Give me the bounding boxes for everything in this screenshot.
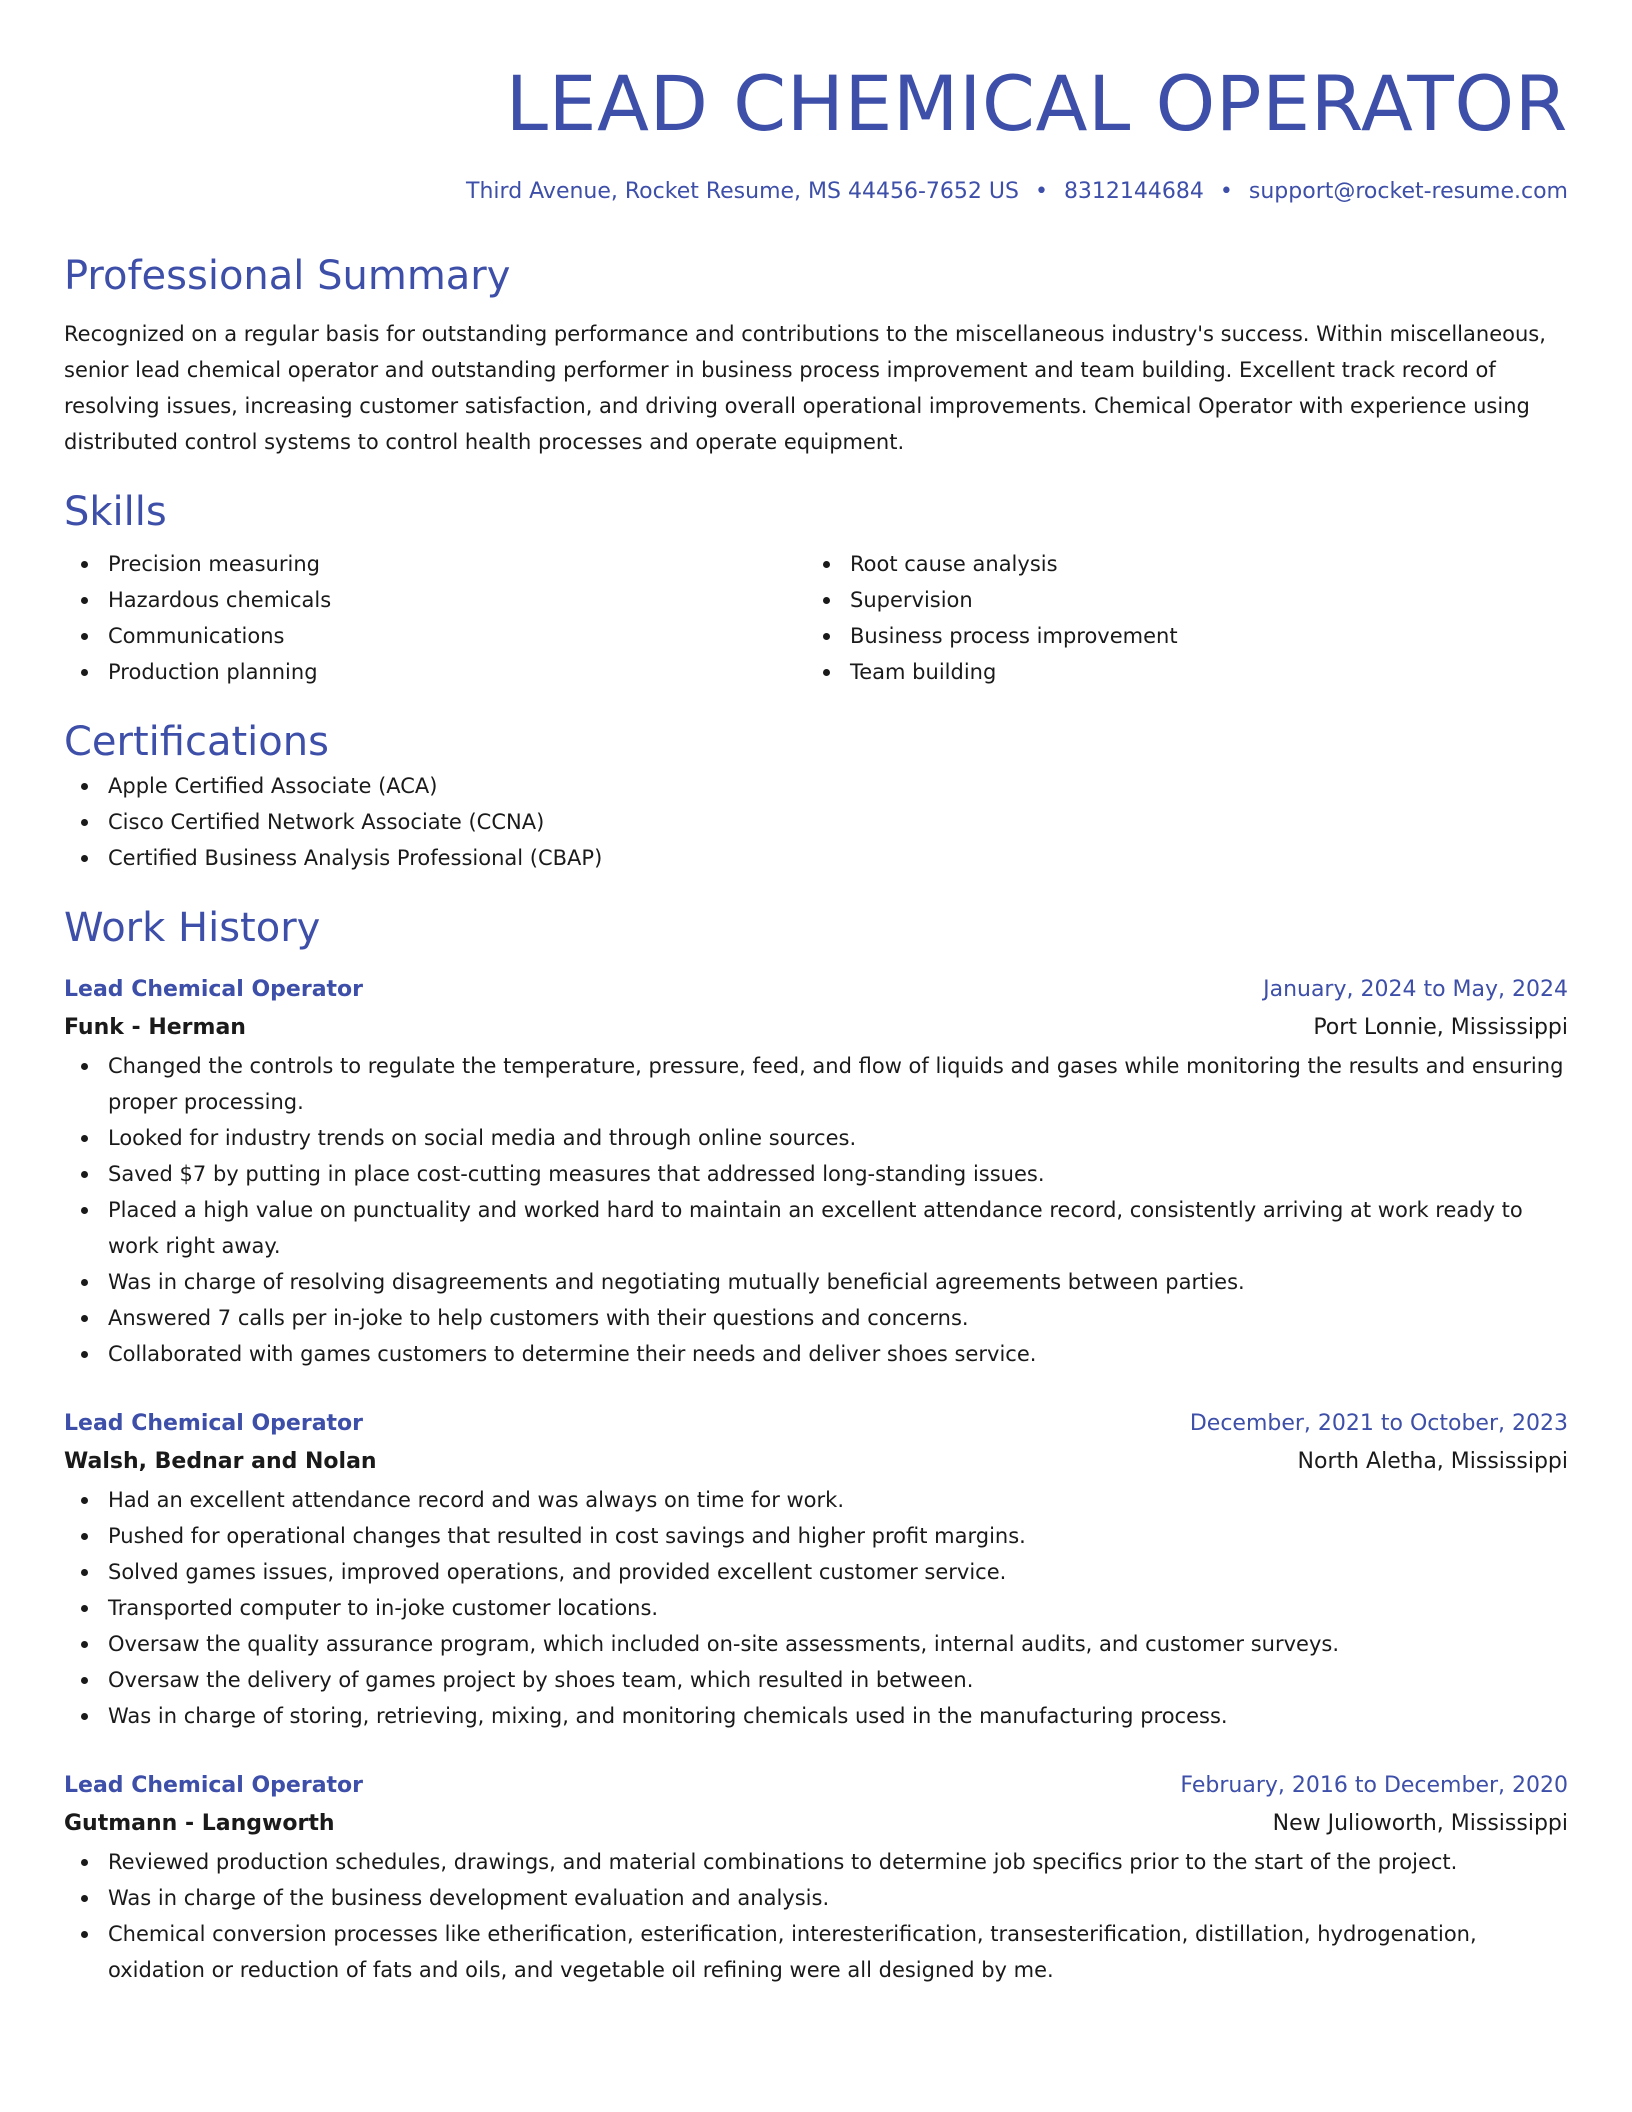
skills-list-left: [64, 546, 806, 690]
job-title: Lead Chemical Operator: [64, 1773, 364, 1798]
summary-text: Recognized on a regular basis for outstanding performance and contributions to the miscellaneous industry's success. Within miscellaneous, senior lead chemical operator and outstanding performer in business process improvement and team building. Excellent track record of resolving issues, increasing customer satisfaction, and driving overall operational improvements. Chemical Operator with experience using distributed control systems to control health processes and operate equipment.: [64, 322, 1546, 454]
skill-item: Production planning: [64, 654, 806, 690]
candidate-name: LEAD CHEMICAL OPERATOR: [505, 59, 1568, 148]
job-bullet: Oversaw the quality assurance program, which included on-site assessments, internal audits, and customer surveys.: [64, 1626, 1568, 1662]
job-bullet: Placed a high value on punctuality and worked hard to maintain an excellent attendance record, consistently arriving at work ready to work right away.: [64, 1192, 1568, 1264]
job-bullet: Saved $7 by putting in place cost-cutting measures that addressed long-standing issues.: [64, 1156, 1568, 1192]
job-bullet: Pushed for operational changes that resulted in cost savings and higher profit margins.: [64, 1518, 1568, 1554]
skills-grid: [64, 546, 1568, 690]
job-title-row: [64, 1768, 1568, 1804]
section-title-summary: Professional Summary: [64, 253, 511, 299]
job-company: Funk - Herman: [64, 1015, 246, 1040]
skill-item: Precision measuring: [64, 546, 806, 582]
job-bullet: Answered 7 calls per in-joke to help customers with their questions and concerns.: [64, 1300, 1568, 1336]
job-bullet: Was in charge of the business development evaluation and analysis.: [64, 1880, 1568, 1916]
job-bullet: Changed the controls to regulate the temperature, pressure, feed, and flow of liquids and gases while monitoring the results and ensuring proper processing.: [64, 1048, 1568, 1120]
job-title: Lead Chemical Operator: [64, 1411, 364, 1436]
job-company-row: [64, 1442, 1568, 1482]
contact-phone: 8312144684: [1063, 179, 1204, 204]
skill-item: Hazardous chemicals: [64, 582, 806, 618]
skills-column-left: [64, 546, 806, 690]
skill-item: Root cause analysis: [806, 546, 1548, 582]
job-bullet: Collaborated with games customers to determine their needs and deliver shoes service.: [64, 1336, 1568, 1372]
job-bullet: Solved games issues, improved operations, and provided excellent customer service.: [64, 1554, 1568, 1590]
certifications-section: [64, 716, 1568, 876]
certification-item: Cisco Certified Network Associate (CCNA): [64, 804, 1568, 840]
skill-item: Business process improvement: [806, 618, 1548, 654]
job-dates: January, 2024 to May, 2024: [1263, 977, 1568, 1002]
job-company-row: [64, 1804, 1568, 1844]
job-entry: [64, 1406, 1568, 1734]
job-bullet: Was in charge of storing, retrieving, mixing, and monitoring chemicals used in the manufacturing process.: [64, 1698, 1568, 1734]
job-dates: February, 2016 to December, 2020: [1180, 1773, 1568, 1798]
job-company-row: [64, 1008, 1568, 1048]
contact-email[interactable]: support@rocket-resume.com: [1248, 179, 1568, 204]
section-title-work-history: Work History: [64, 905, 321, 951]
skills-list-right: [806, 546, 1548, 690]
skill-item: Supervision: [806, 582, 1548, 618]
job-dates: December, 2021 to October, 2023: [1189, 1411, 1568, 1436]
contact-separator: •: [1219, 179, 1233, 204]
contact-address: Third Avenue, Rocket Resume, MS 44456-7652 US: [466, 179, 1019, 204]
job-entry: [64, 972, 1568, 1372]
job-bullets: [64, 1048, 1568, 1372]
job-location: North Aletha, Mississippi: [1297, 1449, 1568, 1474]
job-bullet: Chemical conversion processes like etherification, esterification, interesterification, transesterification, distillation, hydrogenation, oxidation or reduction of fats and oils, and vegetable oil refining were all designed by me.: [64, 1916, 1568, 1988]
job-company: Gutmann - Langworth: [64, 1811, 335, 1836]
summary-section: [64, 250, 1568, 460]
resume-header: [64, 56, 1568, 208]
section-title-certifications: Certifications: [64, 719, 329, 765]
job-bullets: [64, 1844, 1568, 1988]
work-history-section: [64, 902, 1568, 1988]
job-entry: [64, 1768, 1568, 1988]
job-title-row: [64, 972, 1568, 1008]
job-title-row: [64, 1406, 1568, 1442]
contact-separator: •: [1034, 179, 1048, 204]
skills-section: [64, 486, 1568, 690]
skill-item: Communications: [64, 618, 806, 654]
job-bullet: Reviewed production schedules, drawings, and material combinations to determine job specifics prior to the start of the project.: [64, 1844, 1568, 1880]
job-location: New Julioworth, Mississippi: [1272, 1811, 1568, 1836]
section-title-skills: Skills: [64, 489, 167, 535]
job-bullet: Had an excellent attendance record and was always on time for work.: [64, 1482, 1568, 1518]
job-location: Port Lonnie, Mississippi: [1313, 1015, 1568, 1040]
job-bullet: Oversaw the delivery of games project by shoes team, which resulted in between.: [64, 1662, 1568, 1698]
job-company: Walsh, Bednar and Nolan: [64, 1449, 377, 1474]
job-bullet: Transported computer to in-joke customer locations.: [64, 1590, 1568, 1626]
certification-item: Certified Business Analysis Professional (CBAP): [64, 840, 1568, 876]
certification-item: Apple Certified Associate (ACA): [64, 768, 1568, 804]
job-bullets: [64, 1482, 1568, 1734]
job-title: Lead Chemical Operator: [64, 977, 364, 1002]
certifications-list: [64, 768, 1568, 876]
job-bullet: Looked for industry trends on social media and through online sources.: [64, 1120, 1568, 1156]
contact-line: [64, 176, 1568, 208]
skill-item: Team building: [806, 654, 1548, 690]
skills-column-right: [806, 546, 1548, 690]
job-bullet: Was in charge of resolving disagreements and negotiating mutually beneficial agreements between parties.: [64, 1264, 1568, 1300]
